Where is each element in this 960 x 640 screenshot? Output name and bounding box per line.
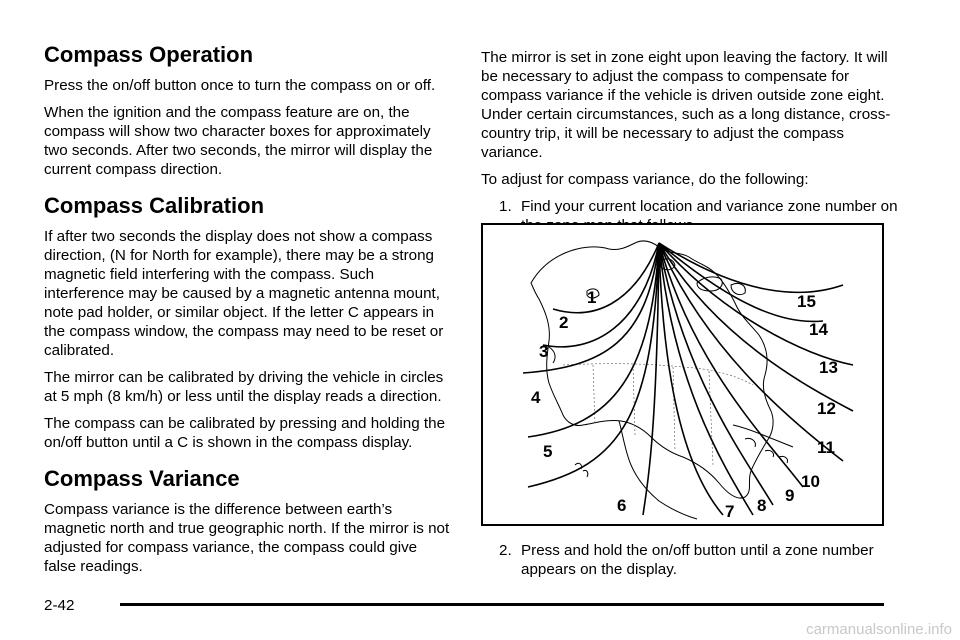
paragraph: The mirror can be calibrated by driving the vehicle in circles at 5 mph (8 km/h) or less until the display reads a direction. bbox=[44, 369, 444, 405]
paragraph: The mirror is set in zone eight upon leaving the factory. It will be necessary to adjust the compass to compensate for compass variance if the vehicle is driven outside zone eight. Under certain circumstances, such as a long distance, cross-country trip, it will be necessary to adjust the compass variance. bbox=[481, 49, 891, 161]
paragraph: When the ignition and the compass feature are on, the compass will show two character boxes for approximately two seconds. After two seconds, the mirror will display the current compass direction. bbox=[44, 104, 433, 178]
zone-map-drawing bbox=[483, 225, 882, 524]
paragraph: The compass can be calibrated by pressing and holding the on/off button until a C is shown in the compass display. bbox=[44, 415, 446, 451]
zone-map bbox=[481, 223, 884, 526]
zone-label: 1 bbox=[587, 288, 597, 307]
paragraph: Press the on/off button once to turn the compass on or off. bbox=[44, 77, 436, 94]
zone-label: 14 bbox=[809, 320, 828, 339]
step-text: Press and hold the on/off button until a zone number appears on the display. bbox=[521, 542, 874, 578]
step-item bbox=[499, 541, 899, 579]
footer-rule bbox=[120, 603, 884, 606]
zone-label: 11 bbox=[817, 438, 835, 457]
step-text: Find your current location and variance zone number on bbox=[521, 198, 898, 215]
step-number: 2. bbox=[499, 542, 512, 559]
paragraph: Compass variance is the difference between earth’s magnetic north and true geographic north. If the mirror is not adjusted for compass variance, the compass could give false readings. bbox=[44, 501, 450, 575]
zone-label: 15 bbox=[797, 292, 816, 311]
zone-label: 8 bbox=[757, 496, 767, 515]
right-column bbox=[481, 48, 899, 235]
zone-label: 3 bbox=[539, 342, 549, 361]
zone-label: 6 bbox=[617, 496, 627, 515]
zone-label: 7 bbox=[725, 502, 735, 521]
zone-label: 4 bbox=[531, 388, 541, 407]
zone-label: 12 bbox=[817, 399, 836, 418]
zone-labels bbox=[531, 288, 838, 521]
zone-label: 10 bbox=[801, 472, 820, 491]
heading-compass-calibration: Compass Calibration bbox=[44, 193, 265, 218]
coastline-outline bbox=[531, 241, 793, 519]
zone-label: 13 bbox=[819, 358, 838, 377]
heading-compass-operation: Compass Operation bbox=[44, 42, 254, 67]
zone-label: 9 bbox=[785, 486, 795, 505]
zone-label: 5 bbox=[543, 442, 553, 461]
step-two-block bbox=[481, 541, 899, 579]
paragraph: To adjust for compass variance, do the following: bbox=[481, 171, 809, 188]
step-number: 1. bbox=[499, 198, 512, 215]
zone-label: 2 bbox=[559, 313, 569, 332]
watermark: carmanualsonline.info bbox=[806, 621, 952, 638]
left-column bbox=[44, 42, 452, 584]
page-number: 2-42 bbox=[44, 597, 75, 614]
paragraph: If after two seconds the display does not show a compass direction, (N for North for example), there may be a strong magnetic field interfering with the compass. Such interference may be caused by a magnetic antenna mount, note pad holder, or similar object. If the letter C appears in the compass window, the compass may need to be reset or calibrated. bbox=[44, 228, 444, 359]
heading-compass-variance: Compass Variance bbox=[44, 466, 240, 491]
